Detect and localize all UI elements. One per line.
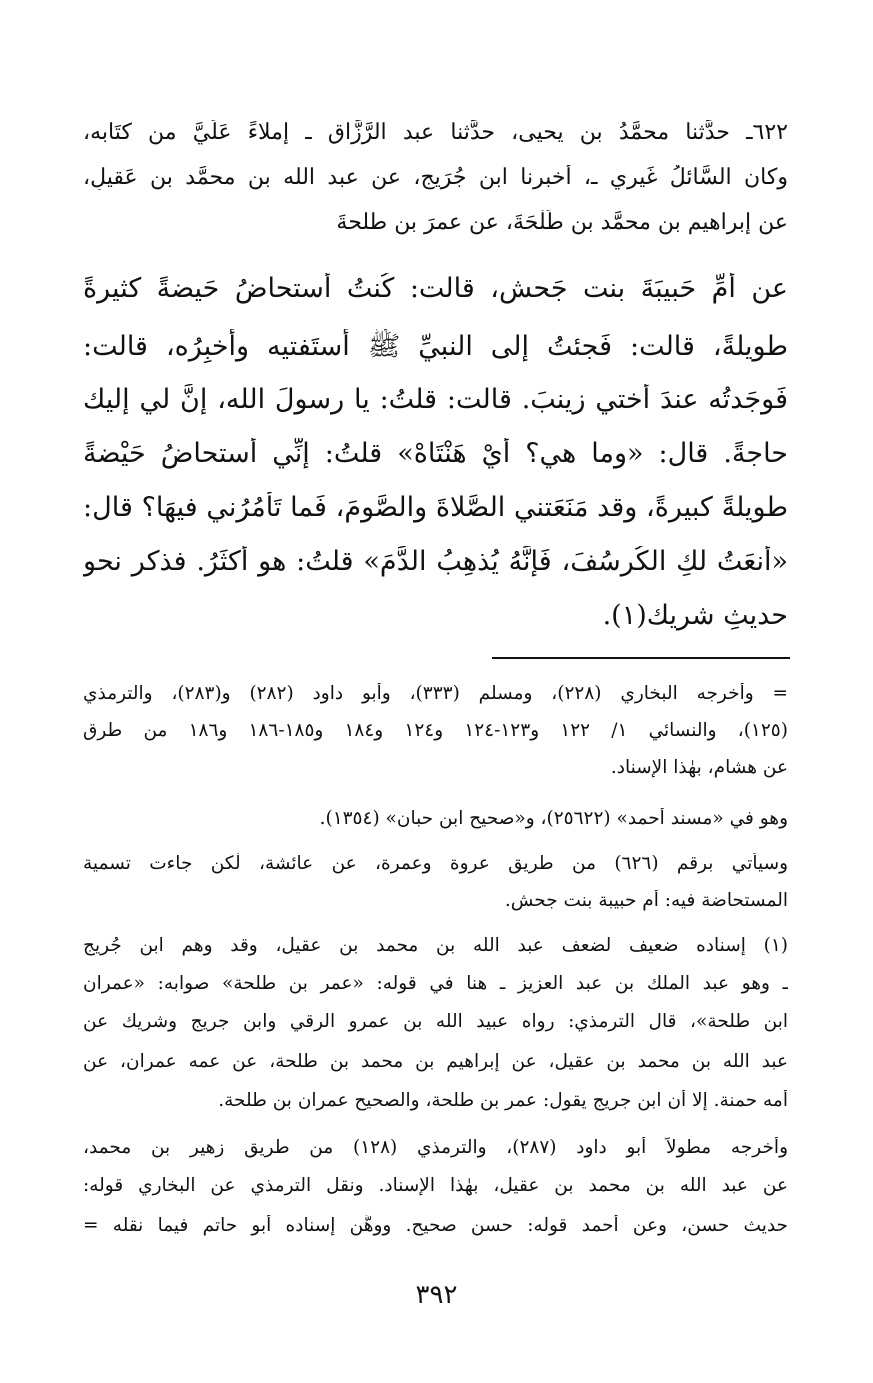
- footnote-line: وأخرجه مطولاً أبو داود (٢٨٧)، والترمذي (١٢٨) من طريق زهير بن محمد،: [83, 1137, 788, 1158]
- footnote-line: أمه حمنة. إلا أن ابن جريج يقول: عمر بن طلحة، والصحيح عمران بن طلحة.: [218, 1090, 788, 1111]
- matn-line: عن أُمِّ حَبيبَةَ بنت جَحش، قالت: كُنتُ أُستحاضُ حَيضةً كثيرةً: [83, 273, 788, 304]
- footnote-line: حديث حسن، وعن أحمد قوله: حسن صحيح. ووهَّن إسناده أبو حاتم فيما نقله =: [83, 1215, 788, 1236]
- matn-line: طويلةً، قالت: فَجئتُ إلى النبيِّ ﷺ أَستَفتيه وأُخبِرُه، قالت:: [83, 331, 788, 362]
- footnote-separator: [492, 657, 790, 659]
- isnad-line: عن إبراهيم بن محمَّد بن طَلْحَةَ، عن عمرَ بن طلحةَ: [336, 210, 788, 235]
- isnad-line: وكان السَّائلُ غَيري ـ، أخبرنا ابن جُرَيجٍ، عن عبد الله بن محمَّد بن عَقيلٍ،: [83, 165, 788, 190]
- matn-line: طويلةً كبيرةً، وقد مَنَعَتني الصَّلاةَ والصَّومَ، فَما تَأمُرُني فيهَا؟ قال:: [83, 492, 788, 523]
- footnote-line: (١٢٥)، والنسائي ١/ ١٢٢ و١٢٣-١٢٤ و١٢٤ و١٨٤ و١٨٥-١٨٦ و١٨٦ من طرق: [83, 720, 788, 741]
- footnote-line: (١) إسناده ضعيف لضعف عبد الله بن محمد بن عقيل، وقد وهم ابن جُريج: [83, 935, 788, 956]
- footnote-line: وسيأتي برقم (٦٢٦) من طريق عروة وعمرة، عن عائشة، لٰكن جاءت تسمية: [83, 853, 788, 874]
- footnote-line: ابن طلحة»، قال الترمذي: رواه عبيد الله بن عمرو الرقي وابن جريج وشريك عن: [83, 1011, 788, 1032]
- page-number: ٣٩٢: [415, 1280, 458, 1310]
- matn-line: فَوجَدتُه عندَ أُختي زينبَ. قالت: قلتُ: يا رسولَ الله، إنَّ لي إليك: [83, 384, 788, 415]
- footnote-line: عبد الله بن محمد بن عقيل، عن إبراهيم بن محمد بن طلحة، عن عمه عمران، عن: [83, 1051, 788, 1072]
- matn-line: حديثِ شريك(١).: [602, 600, 788, 631]
- footnote-line: ـ وهو عبد الملك بن عبد العزيز ـ هنا في قوله: «عمر بن طلحة» صوابه: «عمران: [83, 973, 788, 994]
- footnote-line: عن عبد الله بن محمد بن عقيل، بهٰذا الإسناد. ونقل الترمذي عن البخاري قوله:: [83, 1175, 788, 1196]
- footnote-line: وهو في «مسند أحمد» (٢٥٦٢٢)، و«صحيح ابن حبان» (١٣٥٤).: [319, 808, 788, 829]
- footnote-line: المستحاضة فيه: أم حبيبة بنت جحش.: [504, 890, 788, 911]
- isnad-line: ٦٢٢ـ حدَّثنا محمَّدُ بن يحيى، حدَّثنا عبد الرَّزَّاق ـ إملاءً عَلَيَّ من كتَابه،: [83, 120, 788, 145]
- matn-line: حاجةً. قال: «وما هي؟ أَيْ هَنْتَاهْ» قلتُ: إنِّي أُستحاضُ حَيْضةً: [83, 438, 788, 469]
- footnote-line: عن هشام، بهٰذا الإسناد.: [610, 757, 788, 778]
- footnote-line: = وأخرجه البخاري (٢٢٨)، ومسلم (٣٣٣)، وأبو داود (٢٨٢) و(٢٨٣)، والترمذي: [83, 683, 788, 704]
- matn-line: «أَنعَتُ لكِ الكُرسُفَ، فَإنَّهُ يُذهِبُ الدَّمَ» قلتُ: هو أَكثَرُ. فذكر نحو: [83, 546, 788, 577]
